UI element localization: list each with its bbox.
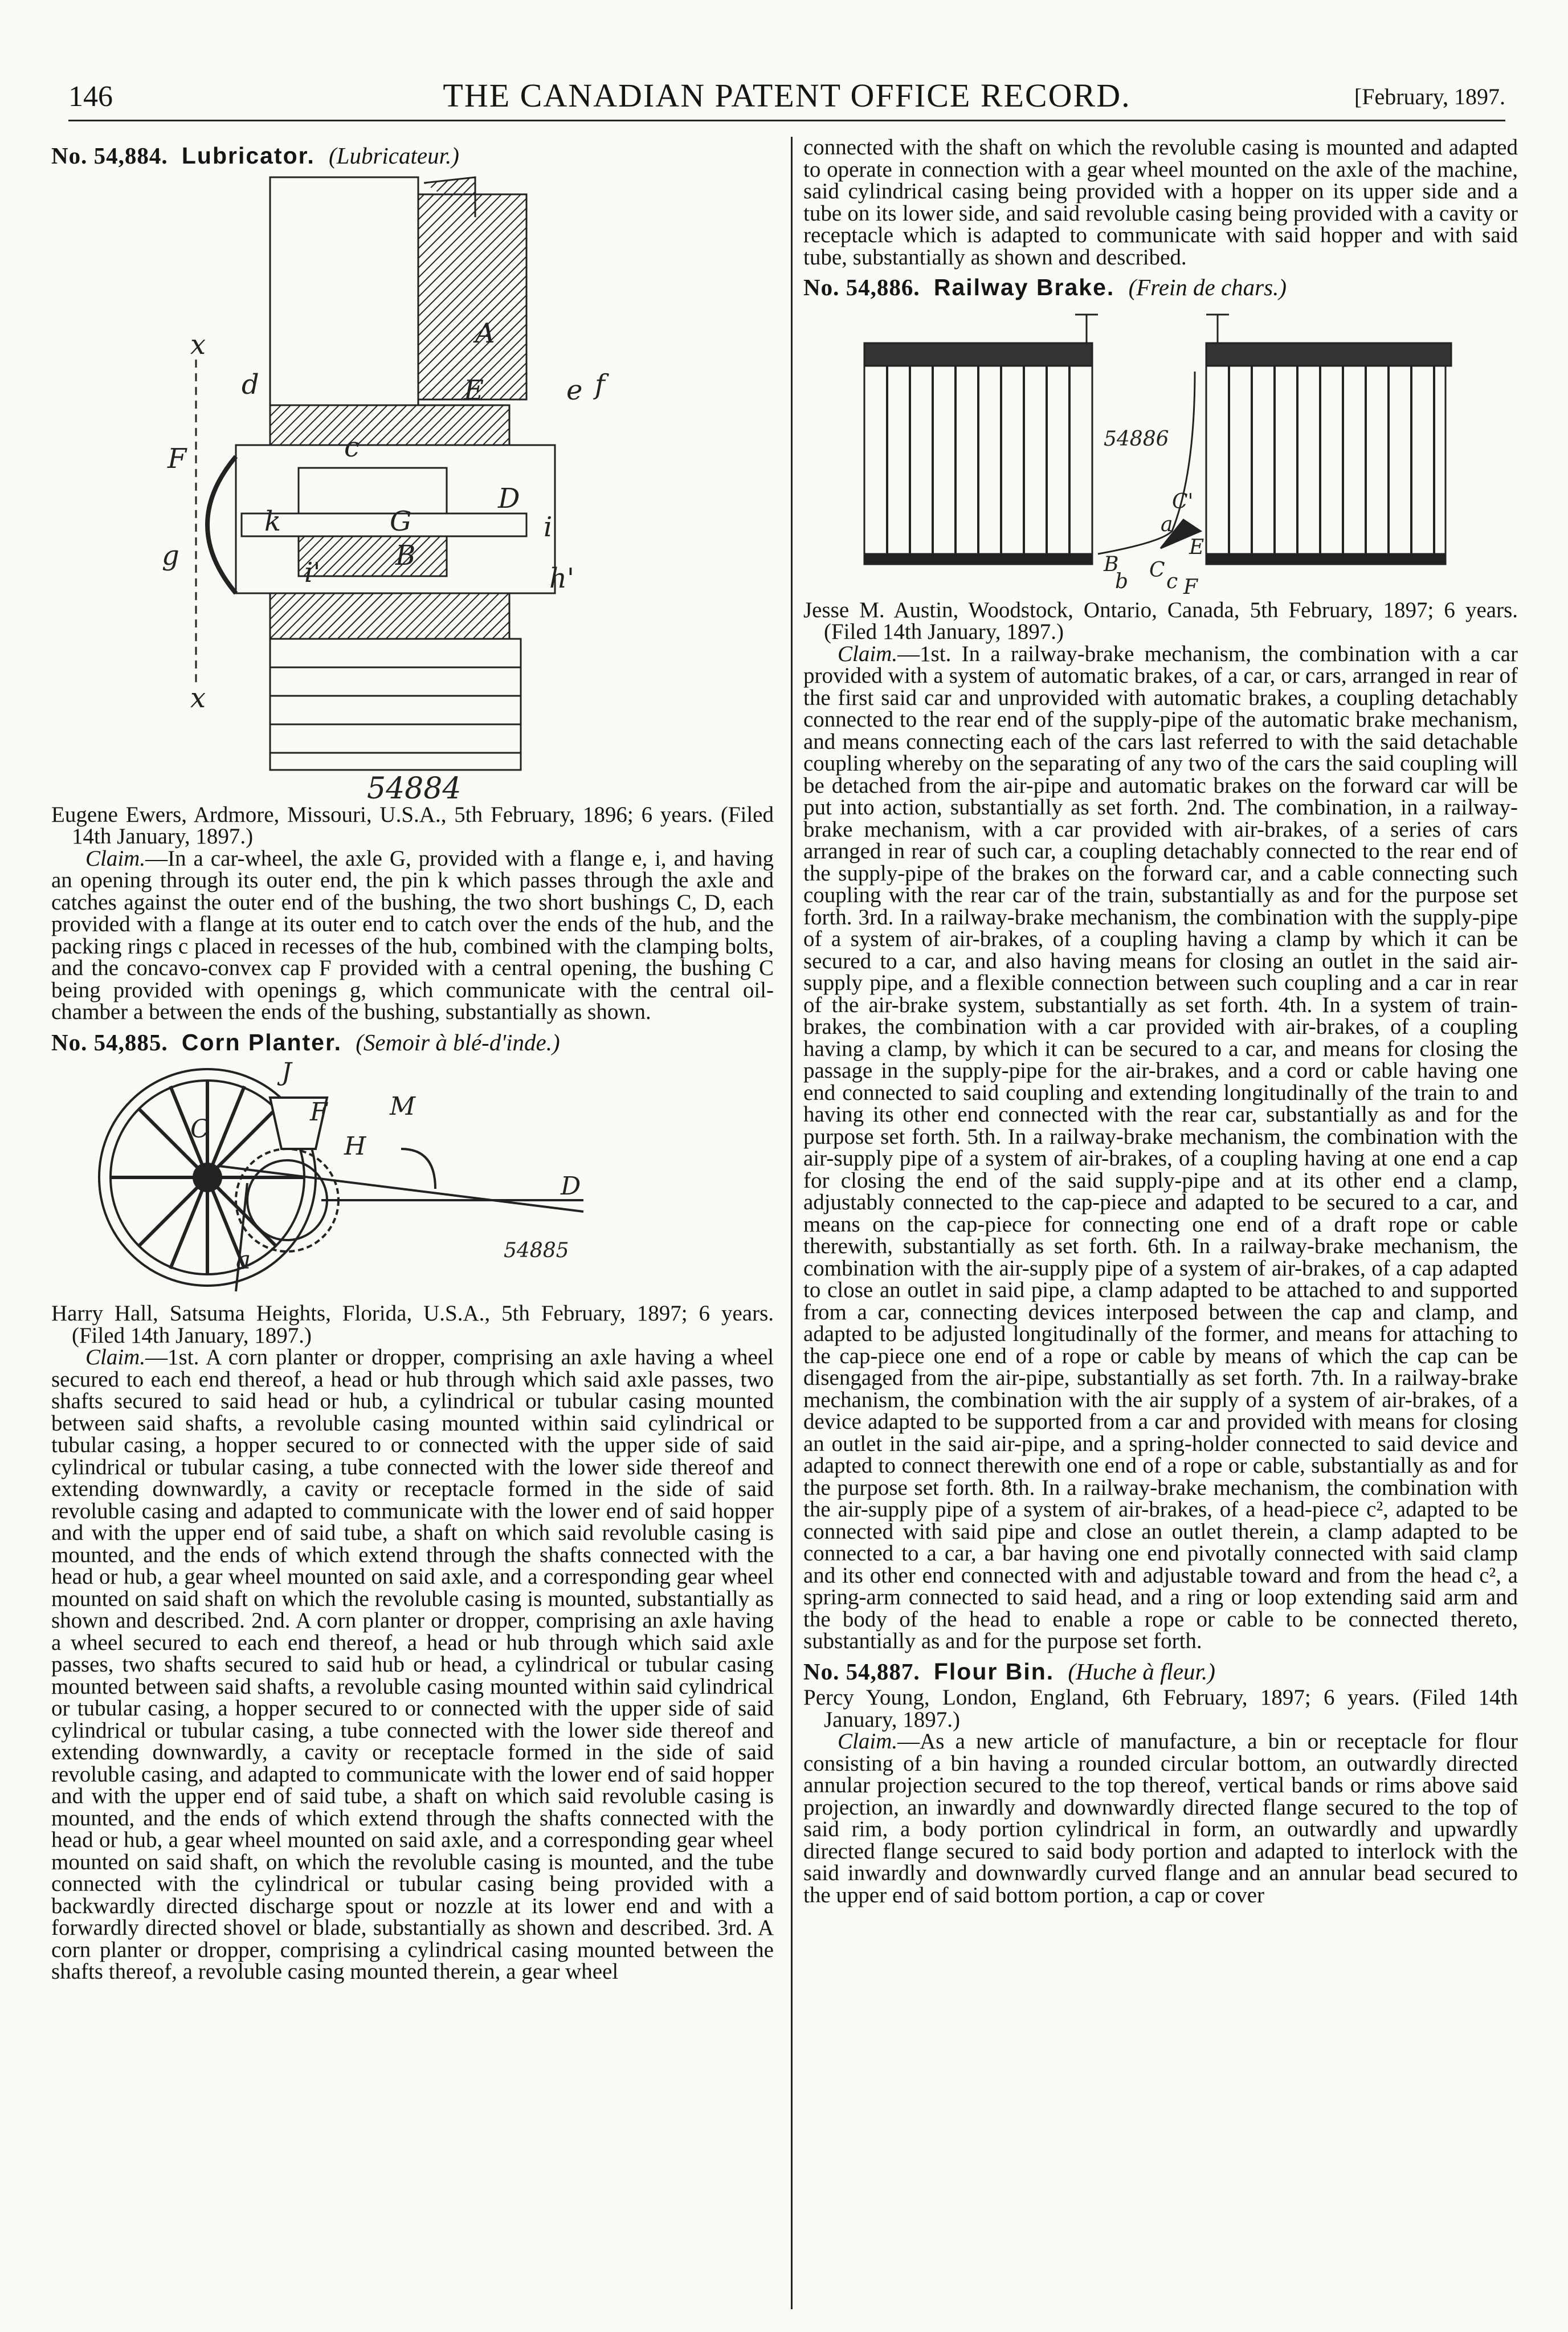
- patent-name: Lubricator.: [181, 142, 315, 169]
- patent-french-name: (Frein de chars.): [1128, 274, 1287, 300]
- label-a: a: [236, 1246, 251, 1275]
- claim-text: [51, 848, 774, 1024]
- label-E: E: [464, 374, 484, 406]
- patent-heading-54885: [51, 1029, 774, 1055]
- column-divider: [791, 137, 793, 2309]
- label-C: C: [190, 1115, 210, 1144]
- label-D: D: [498, 482, 520, 515]
- continuation-text: connected with the shaft on which the revoluble casing is mounted and adapted to operate in connection with a gear wheel mounted on the axle of the machine, said cylindrical casing being provided with a hopper on its upper side and a tube on its lower side, and said revoluble casing being provided with a cavity or receptacle which is adapted to communicate with said hopper and with said tube, substantially as shown and described.: [803, 135, 1518, 270]
- label-a: a: [1161, 512, 1173, 536]
- claim-label: Claim.: [85, 846, 146, 871]
- claim-text: [803, 643, 1518, 1653]
- lubricator-figure: [156, 172, 669, 804]
- patent-heading-54887: [803, 1658, 1518, 1685]
- patent-french-name: (Lubricateur.): [328, 142, 459, 169]
- drawing-number: 54884: [367, 771, 462, 804]
- patent-name: Railway Brake.: [933, 274, 1115, 300]
- label-k: k: [264, 505, 281, 537]
- label-b: b: [1115, 569, 1129, 593]
- claim-body: —In a car-wheel, the axle G, provided with a flange e, i, and having an opening through its outer end, the pin k which passes through the axle and catches against the outer end of the bushing, the two short bushings C, D, each provided with a flange at its outer end to catch over the ends of the hub, and the packing rings c placed in recesses of the hub, combined with the clamping bolts, and the concavo-convex cap F provided with a central opening, the bushing C being provided with openings g, which communicate with the central oil-chamber a between the ends of the bushing, substantially as shown.: [51, 846, 774, 1024]
- label-G: G: [390, 505, 412, 537]
- claim-body: —As a new article of manufacture, a bin or receptacle for flour consisting of a bin having a rounded circular bottom, an outwardly directed annular projection secured to the top thereof, vertical bands or rims above said projection, an inwardly and downwardly directed flange secured to the top of said rim, a body portion cylindrical in form, an outwardly and upwardly directed flange secured to said body portion and adapted to interlock with the said inwardly and downwardly curved flange and an annular bead secured to the upper end of said bottom portion, a cap or cover: [803, 1729, 1518, 1907]
- label-D: D: [561, 1172, 581, 1201]
- inventor-line: Harry Hall, Satsuma Heights, Florida, U.S.A., 5th February, 1897; 6 years. (Filed 14th January, 1897.): [51, 1301, 774, 1348]
- patent-number: No. 54,885.: [51, 1029, 168, 1055]
- patent-french-name: (Huche à fleur.): [1068, 1658, 1215, 1685]
- label-f: f: [595, 368, 605, 401]
- claim-label: Claim.: [85, 1345, 146, 1369]
- label-B: B: [1104, 552, 1119, 576]
- railway-brake-figure: [853, 303, 1468, 600]
- journal-title: THE CANADIAN PATENT OFFICE RECORD.: [443, 77, 1131, 114]
- patent-heading-54884: [51, 142, 774, 169]
- label-F: F: [310, 1098, 328, 1127]
- label-H: H: [344, 1132, 366, 1161]
- claim-label: Claim.: [838, 1729, 898, 1754]
- label-F: F: [168, 442, 187, 475]
- label-x-bottom: x: [190, 682, 206, 714]
- patent-number: No. 54,886.: [803, 274, 920, 300]
- right-column: [803, 137, 1518, 1906]
- label-C-prime: C': [1172, 490, 1194, 513]
- label-c: c: [344, 431, 360, 463]
- inventor-line: Jesse M. Austin, Woodstock, Ontario, Canada, 5th February, 1897; 6 years. (Filed 14th January, 1897.): [803, 597, 1518, 644]
- label-F: F: [1183, 575, 1198, 599]
- label-d: d: [242, 368, 259, 401]
- label-c: c: [1166, 569, 1178, 593]
- patent-name: Corn Planter.: [181, 1029, 342, 1055]
- label-g: g: [162, 539, 179, 572]
- label-J: J: [281, 1058, 292, 1087]
- label-e: e: [566, 374, 583, 406]
- label-i-prime: i': [304, 556, 321, 589]
- inventor-line: Percy Young, London, England, 6th February, 1897; 6 years. (Filed 14th January, 1897.): [803, 1685, 1518, 1732]
- patent-number: No. 54,887.: [803, 1658, 920, 1685]
- page-number: 146: [68, 80, 113, 113]
- claim-body: —1st. In a railway-brake mechanism, the combination with a car provided with a system of automatic brakes, of a car, or cars, arranged in rear of the first said car and unprovided with automatic brakes, a coupling detachably connected to the rear end of the supply-pipe of the automatic brake mechanism, and means connecting each of the cars last referred to with the said detachable coupling whereby on the separating of any two of the cars the said coupling will be detached from the air-pipe and automatic brakes on the forward car will be put into action, substantially as set forth. 2nd. The combination, in a railway-brake mechanism, with a car provided with air-brakes, of a series of cars arranged in rear of such car, a coupling detachably connected to the rear end of the supply-pipe of the brakes on the forward car, and a cable connecting such coupling with the rear car of the train, substantially as and for the purpose set forth. 3rd. In a railway-brake mechanism, the combination with the supply-pipe of a system of air-brakes, of a coupling having a clamp by which it can be secured to a car, and also having means for closing an outlet in the said air-supply pipe, and a flexible connection between such coupling and a car in rear of the air-brake system, substantially as set forth. 4th. In a system of train-brakes, the combination with a car provided with air-brakes, of a coupling having a clamp, by which it can be secured to a car, and means for closing the passage in the supply-pipe for the air-brakes, and a cord or cable having one end connected to said coupling and extending longitudinally of the train to and having its other end connected with the rear car, substantially as and for the purpose set forth. 5th. In a railway-brake mechanism, the combination with the air-supply pipe of a system of air-brakes, of a coupling having at one end a cap for closing the end of the said supply-pipe and at its other end a clamp, adjustably connected to the cap-piece and adapted to be secured to a car, and means on the cap-piece for connecting one end of a draft rope or cable therewith, substantially as set forth. 6th. In a railway-brake mechanism, the combination with the air-supply pipe of a system of air-brakes, of a cap adapted to close an outlet in said pipe, a clamp adapted to be attached to and supported from a car, connecting devices interposed between the cap and clamp, and adapted to be adjusted longitudinally of the former, and means for attaching to the cap-piece one end of a rope or cable by means of which the cap can be disengaged from the air-pipe, substantially as set forth. 7th. In a railway-brake mechanism, the combination with the air supply of a system of air-brakes, of a device adapted to be supported from a car and provided with means for closing an outlet in the said air-pipe, and a spring-holder connected to said device and adapted to connect therewith one end of a rope or cable, substantially as and for the purpose set forth. 8th. In a railway-brake mechanism, the combination with the air-supply pipe of a system of air-brakes, of a head-piece c², adapted to be connected with said pipe and close an outlet therein, a clamp adapted to be connected to a car, a bar having one end pivotally connected with said clamp and its other end connected with and adjustable toward and from the head c², a spring-arm connected to said head, and a ring or loop extending said arm and the body of the head to enable a rope or cable to be connected thereto, substantially as and for the purpose set forth.: [803, 641, 1518, 1653]
- label-A: A: [475, 317, 495, 349]
- corn-planter-figure: [93, 1058, 732, 1303]
- label-M: M: [390, 1092, 416, 1121]
- label-B: B: [395, 539, 416, 572]
- page-header: [68, 68, 1505, 121]
- label-E: E: [1189, 535, 1204, 559]
- patent-name: Flour Bin.: [933, 1658, 1055, 1685]
- patent-french-name: (Semoir à blé-d'inde.): [356, 1029, 560, 1055]
- claim-label: Claim.: [838, 641, 898, 666]
- issue-date: [February, 1897.: [1354, 84, 1505, 109]
- label-h: h': [549, 562, 575, 594]
- label-i: i: [544, 511, 553, 543]
- patent-heading-54886: [803, 276, 1518, 299]
- drawing-number: 54886: [1104, 427, 1169, 451]
- claim-text: [51, 1347, 774, 1983]
- inventor-line: Eugene Ewers, Ardmore, Missouri, U.S.A., 5th February, 1896; 6 years. (Filed 14th January, 1897.): [51, 802, 774, 849]
- left-column: [51, 137, 774, 1983]
- claim-text: [803, 1731, 1518, 1906]
- label-C: C: [1149, 558, 1165, 582]
- label-x-top: x: [190, 328, 206, 361]
- claim-body: —1st. A corn planter or dropper, comprising an axle having a wheel secured to each end thereof, a head or hub through which said axle passes, two shafts secured to said head or hub, a cylindrical or tubular casing mounted between said shafts, a revoluble casing mounted within said cylindrical or tubular casing, a hopper secured to or connected with the upper side of said cylindrical or tubular casing, a tube connected with the lower side thereof and extending downwardly, a cavity or receptacle formed in the side of said revoluble casing and adapted to communicate with the lower end of said hopper and with the upper end of said tube, a shaft on which said revoluble casing is mounted, and the ends of which extend through the shafts connected with the head or hub, a gear wheel mounted on said axle, and a corresponding gear wheel mounted on said shaft on which the revoluble casing is mounted, substantially as shown and described. 2nd. A corn planter or dropper, comprising an axle having a wheel secured to each end thereof, a head or hub through which said axle passes, two shafts secured to said hub or head, a cylindrical or tubular casing mounted between said shafts, a revoluble casing mounted within said cylindrical or tubular casing, a hopper secured to or connected with the upper side of said cylindrical or tubular casing, a tube connected with the lower side thereof and extending downwardly, a cavity or receptacle formed in the side of said revoluble casing, and adapted to communicate with the lower end of said hopper and with the upper end of said tube, a shaft on which said revoluble casing is mounted, and the ends of which extend through the shafts connected with the head or hub, a gear wheel mounted on said axle, and a corresponding gear wheel mounted on said shaft, on which the revoluble casing is mounted, and the tube connected with the cylindrical or tubular casing being provided with a backwardly directed discharge spout or nozzle at its lower end and with a forwardly directed shovel or blade, substantially as shown and described. 3rd. A corn planter or dropper, comprising a cylindrical casing mounted between the shafts thereof, a revoluble casing mounted therein, a gear wheel: [51, 1345, 774, 1984]
- drawing-number: 54885: [504, 1239, 569, 1262]
- patent-number: No. 54,884.: [51, 142, 168, 169]
